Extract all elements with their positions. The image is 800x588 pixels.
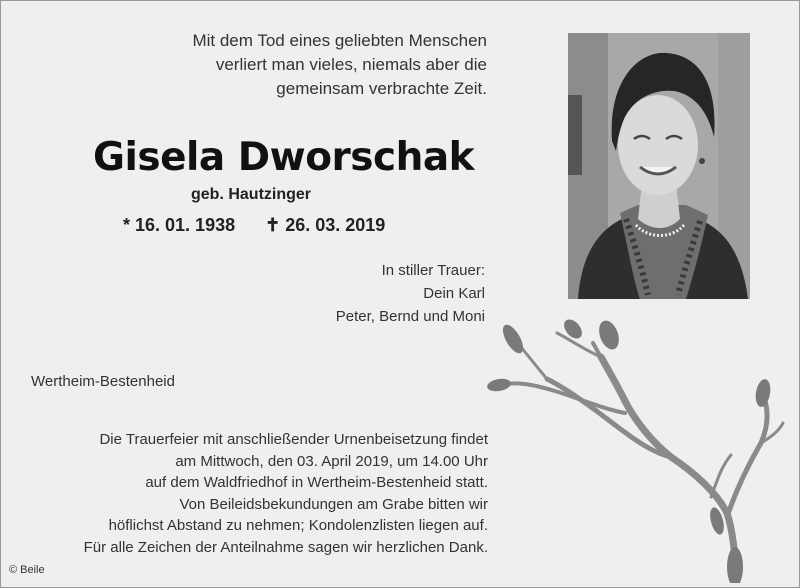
service-line: höflichst Abstand zu nehmen; Kondolenzlisten liegen auf. [108,517,488,534]
service-line: am Mittwoch, den 03. April 2019, um 14.00 Uhr [175,452,488,470]
quote-line: Mit dem Tod eines geliebten Menschen [192,31,487,50]
portrait-photo [568,33,750,299]
service-notice [8,429,488,558]
image-credit: © Beile [9,564,45,576]
life-dates [123,215,385,236]
mourners-line: In stiller Trauer: [381,262,485,279]
memorial-quote [67,29,487,101]
quote-line: verliert man vieles, niemals aber die [215,55,487,74]
death-date: ✝ 26. 03. 2019 [265,215,386,235]
branch-illustration [485,317,785,583]
deceased-name: Gisela Dworschak [93,135,475,180]
service-line: auf dem Waldfriedhof in Wertheim-Bestenheid statt. [145,474,488,491]
mourners-block [185,259,485,328]
place-name: Wertheim-Bestenheid [31,373,175,390]
birth-date: * 16. 01. 1938 [123,215,236,235]
maiden-name: geb. Hautzinger [191,186,312,203]
service-line: Von Beileidsbekundungen am Grabe bitten wir [179,495,488,513]
quote-line: gemeinsam verbrachte Zeit. [276,79,487,98]
mourners-line: Peter, Bernd und Moni [335,308,485,325]
mourners-line: Dein Karl [423,285,485,302]
service-line: Die Trauerfeier mit anschließender Urnenbeisetzung findet [99,431,488,448]
service-line: Für alle Zeichen der Anteilnahme sagen wir herzlichen Dank. [83,538,488,556]
